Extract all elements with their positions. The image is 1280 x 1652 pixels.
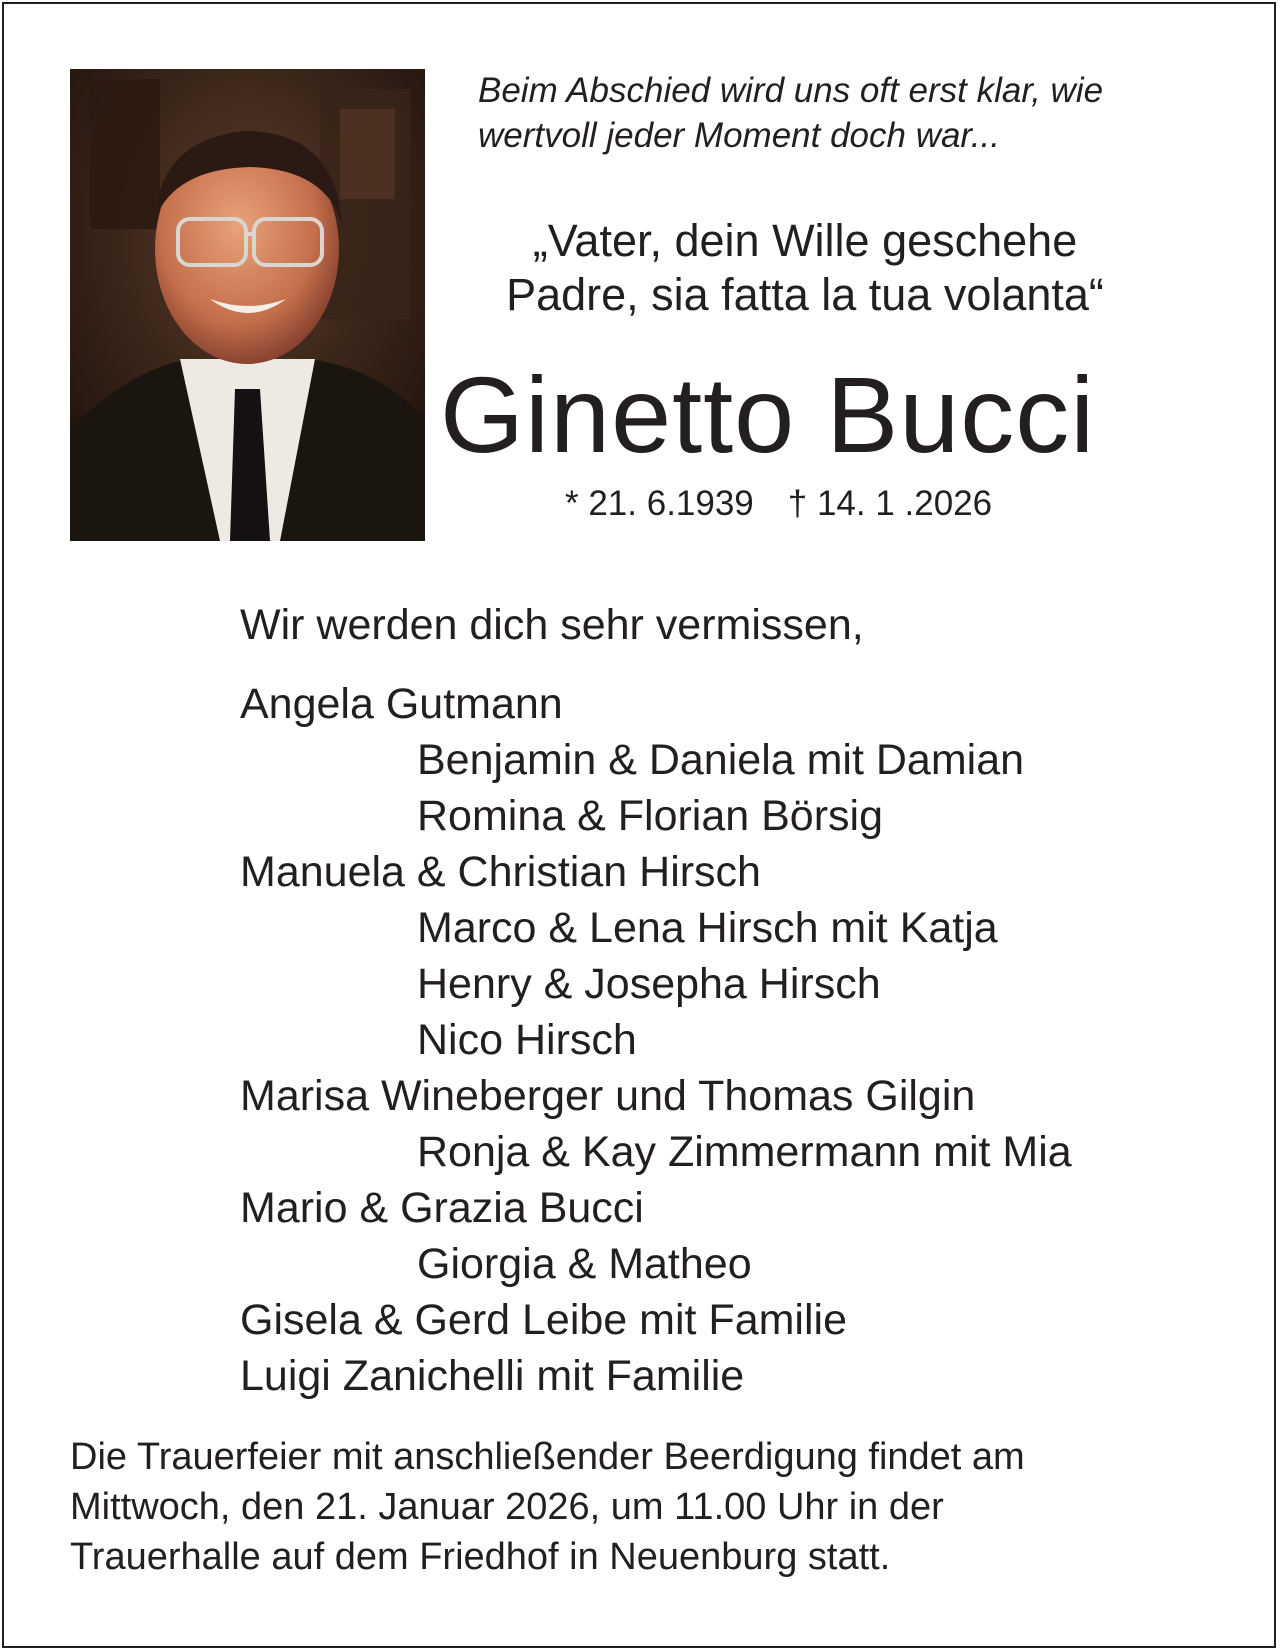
death-date: † 14. 1 .2026 <box>787 484 993 523</box>
mourner-entry: Romina & Florian Börsig <box>417 792 884 840</box>
funeral-service-notice: Die Trauerfeier mit anschließender Beerdigung findet am Mittwoch, den 21. Januar 2026, um 11.00 Uhr in der Trauerhalle auf dem Friedhof in Neuenburg statt. <box>70 1436 1025 1578</box>
mourner-entry: Giorgia & Matheo <box>417 1240 752 1288</box>
mourner-entry: Marco & Lena Hirsch mit Katja <box>417 904 998 952</box>
mourner-entry: Nico Hirsch <box>417 1016 637 1064</box>
life-dates <box>565 482 992 526</box>
epigraph-verse: Beim Abschied wird uns oft erst klar, wie wertvoll jeder Moment doch war... <box>478 71 1104 155</box>
mourner-entry: Gisela & Gerd Leibe mit Familie <box>240 1296 847 1344</box>
birth-date: * 21. 6.1939 <box>565 484 754 523</box>
mourner-entry: Ronja & Kay Zimmermann mit Mia <box>417 1128 1072 1176</box>
mourner-entry: Mario & Grazia Bucci <box>240 1184 644 1232</box>
deceased-name: Ginetto Bucci <box>440 354 1096 475</box>
mourners-list <box>240 676 1072 1404</box>
mourner-entry: Luigi Zanichelli mit Familie <box>240 1352 745 1400</box>
mourner-entry: Benjamin & Daniela mit Damian <box>417 736 1025 784</box>
portrait-photo <box>70 69 425 541</box>
mourner-entry: Marisa Wineberger und Thomas Gilgin <box>240 1072 976 1120</box>
bible-quote: „Vater, dein Wille geschehe Padre, sia fatta la tua volanta“ <box>506 215 1104 320</box>
farewell-line: Wir werden dich sehr vermissen, <box>240 601 864 649</box>
mourner-entry: Angela Gutmann <box>240 680 563 728</box>
mourner-entry: Manuela & Christian Hirsch <box>240 848 761 896</box>
mourner-entry: Henry & Josepha Hirsch <box>417 960 881 1008</box>
